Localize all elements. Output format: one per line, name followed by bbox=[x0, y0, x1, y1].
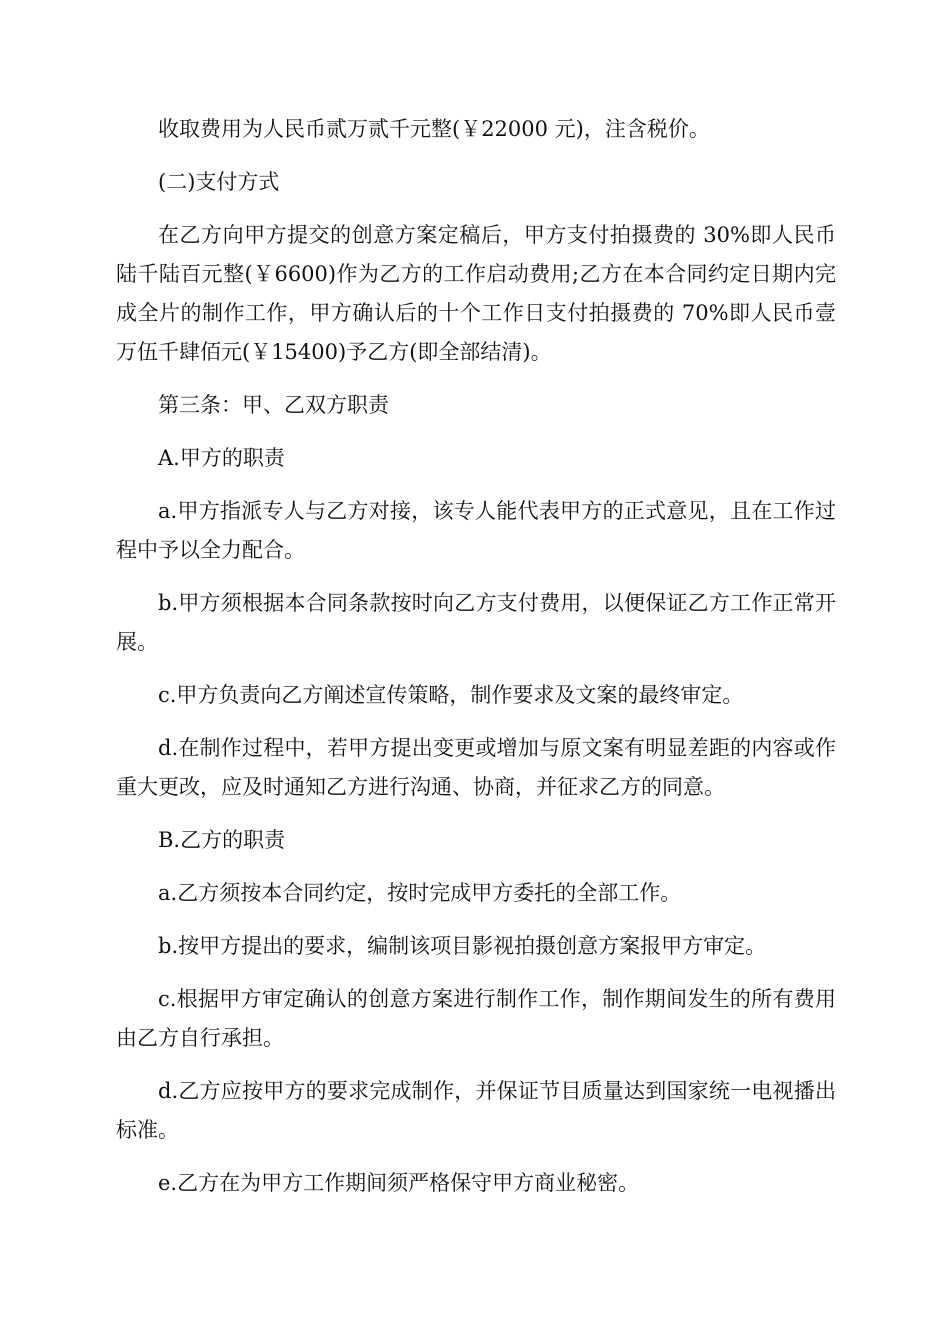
document-body bbox=[116, 110, 836, 1217]
party-a-duty-d: d.在制作过程中，若甲方提出变更或增加与原文案有明显差距的内容或作重大更改，应及时通知乙方进行沟通、协商，并征求乙方的同意。 bbox=[116, 736, 836, 799]
article-three-heading: 第三条：甲、乙双方职责 bbox=[158, 393, 389, 417]
payment-method-heading: (二)支付方式 bbox=[158, 170, 280, 194]
party-b-duty-e: e.乙方在为甲方工作期间须严格保守甲方商业秘密。 bbox=[158, 1171, 640, 1195]
payment-terms-paragraph: 在乙方向甲方提交的创意方案定稿后，甲方支付拍摄费的 30%即人民币陆千陆百元整(￥6600)作为乙方的工作启动费用;乙方在本合同约定日期内完成全片的制作工作，甲方确认后的十个工作日支付拍摄费的 70%即人民币壹万伍千肆佰元(￥15400)予乙方(即全部结清)。 bbox=[116, 223, 836, 364]
party-b-duty-d: d.乙方应按甲方的要求完成制作，并保证节目质量达到国家统一电视播出标准。 bbox=[116, 1079, 836, 1142]
party-a-duty-c: c.甲方负责向乙方阐述宣传策略，制作要求及文案的最终审定。 bbox=[158, 683, 744, 707]
fee-amount-paragraph: 收取费用为人民币贰万贰千元整(￥22000 元)，注含税价。 bbox=[158, 117, 710, 141]
party-b-duties-heading: B.乙方的职责 bbox=[158, 828, 286, 852]
party-a-duty-b: b.甲方须根据本合同条款按时向乙方支付费用，以便保证乙方工作正常开展。 bbox=[116, 591, 836, 654]
party-b-duty-a: a.乙方须按本合同约定，按时完成甲方委托的全部工作。 bbox=[158, 881, 682, 905]
party-b-duty-b: b.按甲方提出的要求，编制该项目影视拍摄创意方案报甲方审定。 bbox=[158, 934, 767, 958]
party-b-duty-c: c.根据甲方审定确认的创意方案进行制作工作，制作期间发生的所有费用由乙方自行承担。 bbox=[116, 987, 836, 1050]
party-a-duties-heading: A.甲方的职责 bbox=[158, 446, 285, 470]
party-a-duty-a: a.甲方指派专人与乙方对接，该专人能代表甲方的正式意见，且在工作过程中予以全力配合。 bbox=[116, 499, 836, 562]
